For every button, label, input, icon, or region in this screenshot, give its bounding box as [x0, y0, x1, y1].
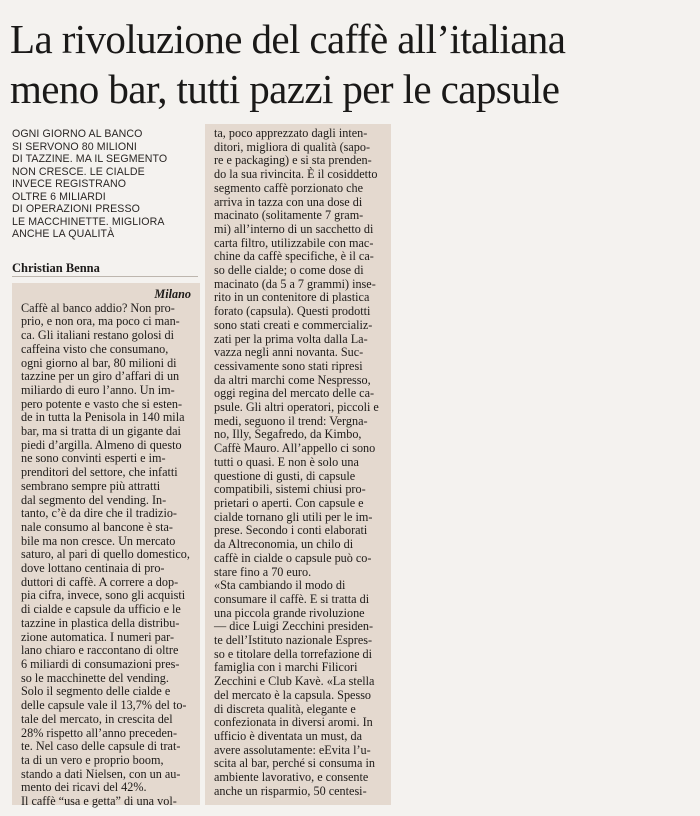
body-text-line: te dell’Istituto nazionale Espres-	[214, 633, 373, 648]
body-text-line: da altri marchi come Nespresso,	[214, 372, 371, 387]
dateline: Milano	[154, 287, 191, 301]
body-text-line: arriva in tazza con una dose di	[214, 194, 363, 209]
body-text-line: vazza negli anni novanta. Suc-	[214, 345, 364, 360]
body-text-line: mento dei ricavi del 42%.	[21, 780, 147, 795]
body-text-line: Solo il segmento delle cialde e	[21, 684, 171, 699]
body-text-line: ambiente lavorativo, e consente	[214, 770, 369, 785]
body-text-line: ogni giorno al bar, 80 milioni di	[21, 355, 177, 370]
body-text-line: compatibili, sistemi chiusi pro-	[214, 482, 366, 497]
body-text-line: no, Illy, Segafredo, da Kimbo,	[214, 427, 362, 442]
body-text-line: confezionata in diversi aromi. In	[214, 715, 373, 730]
summary-line: OGNI GIORNO AL BANCO	[12, 128, 143, 140]
body-text-line: lano chiaro e raccontano di oltre	[21, 643, 179, 658]
body-text-line: di discreta qualità, elegante e	[214, 701, 356, 716]
body-text-line: so delle cialde; o come dose di	[214, 263, 364, 278]
body-text-line: stare fino a 70 euro.	[214, 564, 312, 579]
body-text-line: bile ma non cresce. Un mercato	[21, 533, 176, 548]
body-text-line: oggi regina del mercato delle ca-	[214, 386, 375, 401]
body-text-line: so e titolare della torrefazione di	[214, 646, 373, 661]
body-text-line: prenditori del settore, che infatti	[21, 465, 178, 480]
body-text-line: carta filtro, utilizzabile con mac-	[214, 235, 374, 250]
headline-line-2: meno bar, tutti pazzi per le capsule	[10, 66, 560, 112]
byline-divider	[12, 276, 198, 277]
body-text-line: da Altreconomia, un chilo di	[214, 537, 354, 552]
body-text-line: dove lottano centinaia di pro-	[21, 561, 165, 576]
body-text-line: psule. Gli altri operatori, piccoli e	[214, 400, 379, 415]
body-text-line: questione di gusti, di capsule	[214, 468, 356, 483]
body-text-line: ne sono convinti esperti e im-	[21, 451, 166, 466]
body-text-line: cessivamente sono stati ripresi	[214, 358, 363, 373]
body-text-line: sono stati creati e commercializ-	[214, 317, 373, 332]
body-text-line: del mercato è la capsula. Spesso	[214, 687, 372, 702]
body-text-line: pia cifra, invece, sono gli acquisti	[21, 588, 186, 603]
body-text-line: prese. Secondo i conti elaborati	[214, 523, 368, 538]
body-text-line: 6 miliardi di consumazioni pres-	[21, 656, 180, 671]
summary-line: SI SERVONO 80 MILIONI	[12, 140, 137, 153]
body-text-line: sembrano sempre più attratti	[21, 478, 161, 493]
body-text-line: avere assolutamente: eEvita l’u-	[214, 742, 371, 757]
summary-line: DI TAZZINE. MA IL SEGMENTO	[12, 153, 168, 165]
body-text-line: scita al bar, perché si consuma in	[214, 756, 375, 771]
body-text-line: te. Nel caso delle capsule di trat-	[21, 739, 181, 754]
body-text-line: anche un risparmio, 50 centesi-	[214, 783, 367, 798]
column-2-text	[214, 127, 386, 798]
body-text-line: macinato (da 5 a 7 grammi) inse-	[214, 276, 376, 291]
body-text-line: Caffè al banco addio? Non pro-	[21, 300, 175, 315]
body-text-line: cialde tornano gli utili per le im-	[214, 509, 373, 524]
body-text-line: ufficio è diventata un must, da	[214, 728, 363, 743]
summary-line: INVECE REGISTRANO	[12, 178, 127, 190]
body-text-line: tazzine per un giro d’affari di un	[21, 369, 180, 384]
body-text-line: ca. Gli italiani restano golosi di	[21, 328, 174, 343]
summary-line: OLTRE 6 MILIARDI	[12, 190, 106, 203]
body-text-line: rito in un contenitore di plastica	[214, 290, 370, 305]
body-text-line: tazzine in plastica della distribu-	[21, 615, 180, 630]
body-text-line: forato (capsula). Questi prodotti	[214, 304, 371, 319]
headline-line-1: La rivoluzione del caffè all’italiana	[10, 16, 566, 62]
body-text-line: Zecchini e Club Kavè. «La stella	[214, 674, 375, 689]
body-text-line: pero potente e vasto che si esten-	[21, 396, 183, 411]
summary-blurb	[12, 128, 202, 241]
body-text-line: do la sua rivincita. È il cosiddetto	[214, 167, 378, 182]
body-text-line: medi, seguono il trend: Vergna-	[214, 413, 368, 428]
body-text-line: tutti o quasi. E non è solo una	[214, 454, 359, 469]
body-text-line: caffeina visto che consumano,	[21, 341, 169, 356]
body-text-line: di cialde e capsule da ufficio e le	[21, 602, 181, 617]
body-text-line: nale consumo al bancone è sta-	[21, 519, 173, 534]
headline	[10, 14, 690, 114]
summary-line: NON CRESCE. LE CIALDE	[12, 165, 145, 178]
body-text-line: re e packaging) e si sta prenden-	[214, 153, 372, 168]
body-text-line: miliardo di euro l’anno. Un im-	[21, 382, 175, 397]
body-text-line: Caffè Mauro. All’appello ci sono	[214, 441, 376, 456]
body-text-line: dal segmento del vending. In-	[21, 492, 167, 507]
body-text-line: segmento caffè porzionato che	[214, 180, 364, 195]
body-text-line: tanto, c’è da dire che il tradizio-	[21, 506, 177, 521]
summary-line: ANCHE LA QUALITÀ	[12, 228, 115, 240]
body-text-line: bar, ma si tratta di un gigante dai	[21, 424, 181, 439]
body-column-1	[12, 283, 200, 809]
body-text-line: consumare il caffè. E si tratta di	[214, 591, 370, 606]
body-text-line: — dice Luigi Zecchini presiden-	[214, 619, 374, 634]
body-text-line: chine da caffè specifiche, è il ca-	[214, 249, 374, 264]
body-text-line: mi) all’interno di un sacchetto di	[214, 221, 374, 236]
body-text-line: de in tutta la Penisola in 140 mila	[21, 410, 185, 425]
body-text-line: prietari o aperti. Con capsule e	[214, 495, 364, 510]
body-text-line: zati per la prima volta dalla La-	[214, 331, 368, 346]
body-text-line: zione automatica. I numeri par-	[21, 629, 175, 644]
body-text-line: 28% rispetto all’anno preceden-	[21, 725, 178, 740]
body-text-line: duttori di caffè. A correre a dop-	[21, 574, 179, 589]
column-1-text	[21, 302, 195, 809]
body-text-line: ditori, migliora di qualità (sapo-	[214, 139, 371, 154]
body-text-line: so le macchinette del vending.	[21, 670, 169, 685]
byline: Christian Benna	[12, 261, 100, 275]
body-text-line: saturo, al pari di quello domestico,	[21, 547, 190, 562]
body-text-line: delle capsule vale il 13,7% del to-	[21, 698, 187, 713]
body-text-line: stando a dati Nielsen, con un au-	[21, 766, 181, 781]
body-text-line: caffè in cialde o capsule può co-	[214, 550, 372, 565]
body-text-line: prio, e non ora, ma poco ci man-	[21, 314, 180, 329]
summary-line: DI OPERAZIONI PRESSO	[12, 203, 140, 215]
body-text-line: ta, poco apprezzato dagli inten-	[214, 126, 368, 140]
summary-line: LE MACCHINETTE. MIGLIORA	[12, 215, 165, 228]
body-text-line: famiglia con i marchi Filicori	[214, 660, 358, 675]
body-text-line: piedi d’argilla. Almeno di questo	[21, 437, 182, 452]
body-text-line: tale del mercato, in crescita del	[21, 711, 173, 726]
body-text-line: «Sta cambiando il modo di	[214, 578, 346, 593]
body-text-line: una piccola grande rivoluzione	[214, 605, 365, 620]
body-text-line: ta di un vero e proprio boom,	[21, 752, 164, 767]
body-column-2	[205, 124, 391, 805]
body-text-line: macinato (solitamente 7 gram-	[214, 208, 364, 223]
body-text-line: Il caffè “usa e getta” di una vol-	[21, 794, 177, 809]
